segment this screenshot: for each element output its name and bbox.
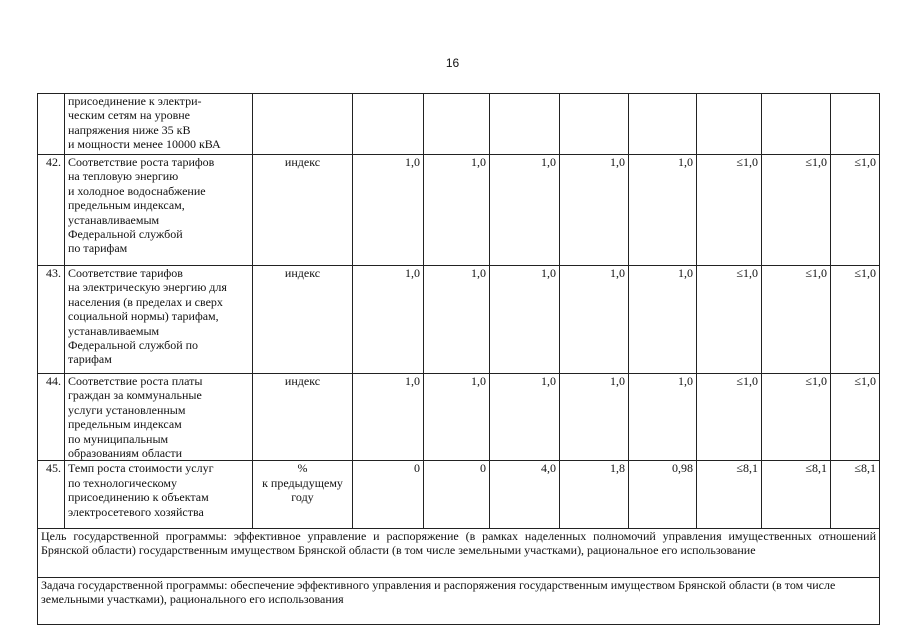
unit-cell [253,94,353,155]
indicator-name-cell: присоединение к электри- ческим сетям на уровне напряжения ниже 35 кВ и мощности менее 10000 кВА [65,94,253,155]
value-cell [560,94,629,155]
unit-cell: % к предыдущему году [253,461,353,529]
value-cell [353,94,424,155]
table-row [38,155,880,266]
value-cell: 0 [353,461,424,529]
value-cell: 0,98 [629,461,697,529]
value-cell [629,94,697,155]
value-cell: 1,0 [424,155,490,266]
goal-row [38,529,880,578]
value-cell: 1,8 [560,461,629,529]
value-cell: 1,0 [560,374,629,461]
value-cell: ≤8,1 [697,461,762,529]
table-row-continuation [38,94,880,155]
value-cell: ≤1,0 [762,266,831,374]
value-cell: 1,0 [560,155,629,266]
value-cell: 1,0 [490,155,560,266]
value-cell: 1,0 [490,266,560,374]
value-cell: ≤1,0 [762,155,831,266]
row-number-cell: 45. [38,461,65,529]
value-cell: 1,0 [490,374,560,461]
value-cell: 4,0 [490,461,560,529]
unit-cell: индекс [253,266,353,374]
value-cell: ≤8,1 [762,461,831,529]
value-cell: ≤1,0 [697,374,762,461]
value-cell: ≤8,1 [831,461,880,529]
value-cell: 1,0 [353,155,424,266]
page-number: 16 [445,56,460,70]
value-cell [831,94,880,155]
value-cell [697,94,762,155]
value-cell: ≤1,0 [762,374,831,461]
value-cell: ≤1,0 [697,155,762,266]
value-cell: 1,0 [629,374,697,461]
value-cell: ≤1,0 [831,155,880,266]
row-number-cell: 42. [38,155,65,266]
value-cell: 0 [424,461,490,529]
indicator-name-cell: Темп роста стоимости услуг по технологическому присоединению к объектам электросетевого хозяйства [65,461,253,529]
value-cell: ≤1,0 [697,266,762,374]
task-row [38,578,880,625]
value-cell: 1,0 [424,374,490,461]
value-cell: 1,0 [424,266,490,374]
value-cell: 1,0 [629,155,697,266]
value-cell: 1,0 [629,266,697,374]
value-cell [762,94,831,155]
indicator-name-cell: Соответствие роста платы граждан за коммунальные услуги установленным предельным индексам по муниципальным образованиям области [65,374,253,461]
value-cell [490,94,560,155]
value-cell: ≤1,0 [831,266,880,374]
value-cell [424,94,490,155]
unit-cell: индекс [253,155,353,266]
value-cell: ≤1,0 [831,374,880,461]
table-row [38,266,880,374]
indicator-name-cell: Соответствие тарифов на электрическую энергию для населения (в пределах и сверх социальной нормы) тарифам, устанавливаемым Федеральной службой по тарифам [65,266,253,374]
indicator-name-cell: Соответствие роста тарифов на тепловую энергию и холодное водоснабжение предельным индексам, устанавливаемым Федеральной службой по тарифам [65,155,253,266]
row-number-cell [38,94,65,155]
program-task: Задача государственной программы: обеспечение эффективного управления и распоряжения государственным имуществом Брянской области (в том числе земельными участками), рационального его использования [38,578,880,625]
row-number-cell: 43. [38,266,65,374]
indicators-table [37,93,880,625]
row-number-cell: 44. [38,374,65,461]
unit-cell: индекс [253,374,353,461]
value-cell: 1,0 [353,374,424,461]
program-goal: Цель государственной программы: эффективное управление и распоряжение (в рамках наделенных полномочий управления имущественных отношений Брянской области) государственным имуществом Брянской области (в том числе земельными участками), рациональное его использование [38,529,880,578]
table-row [38,461,880,529]
value-cell: 1,0 [560,266,629,374]
value-cell: 1,0 [353,266,424,374]
table-row [38,374,880,461]
